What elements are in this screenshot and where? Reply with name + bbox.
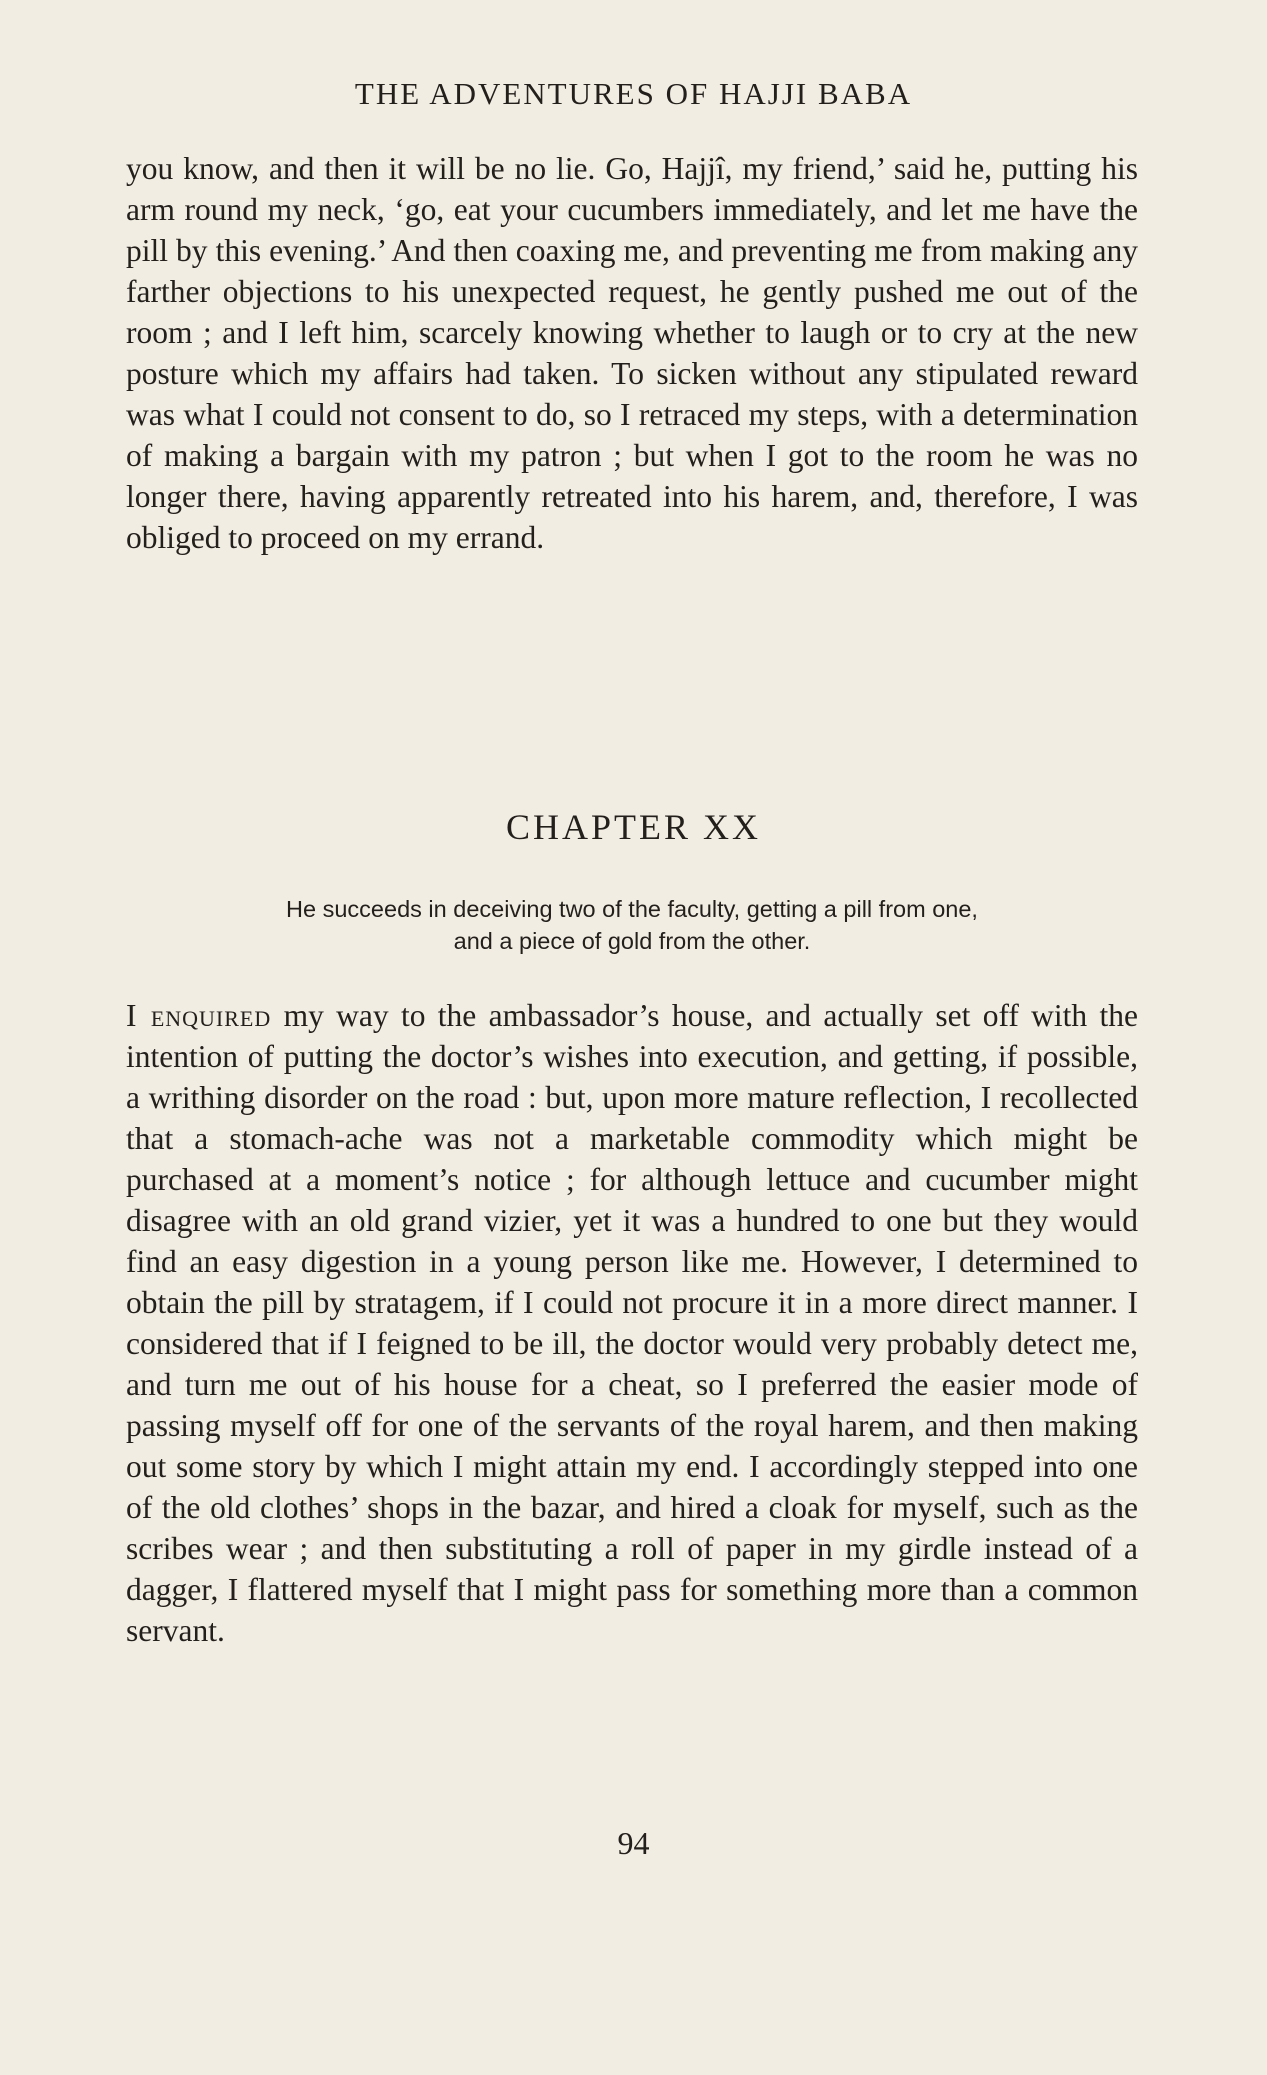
continued-text-block [126,148,1138,558]
running-head: THE ADVENTURES OF HAJJI BABA [354,76,913,111]
page-number: 94 [617,1825,650,1861]
chapter-text-block [126,995,1138,1651]
continued-paragraph: you know, and then it will be no lie. Go, Hajjî, my friend,’ said he, putting his arm round my neck, ‘go, eat your cucumbers immediately, and let me have the pill by this evening.’ And then coaxing me, and preventing me from making any farther objections to his unexpected request, he gently pushed me out of the room ; and I left him, scarcely knowing whether to laugh or to cry at the new posture which my affairs had taken. To sicken without any stipulated reward was what I could not consent to do, so I retraced my steps, with a determination of making a bargain with my patron ; but when I got to the room he was no longer there, having apparently retreated into his harem, and, therefore, I was obliged to proceed on my errand. [126,151,1138,555]
chapter-paragraph-body: my way to the ambassador’s house, and actually set off with the intention of putting the doctor’s wishes into execution, and getting, if possible, a writhing disorder on the road : but, upon more mature reflection, I recollected that a stomach-ache was not a marketable commodity which might be purchased at a moment’s notice ; for although lettuce and cucumber might disagree with an old grand vizier, yet it was a hundred to one but they would find an easy digestion in a young person like me. However, I determined to obtain the pill by stratagem, if I could not procure it in a more direct manner. I considered that if I feigned to be ill, the doctor would very probably detect me, and turn me out of his house for a cheat, so I preferred the easier mode of passing myself off for one of the servants of the royal harem, and then making out some story by which I might attain my end. I accordingly stepped into one of the old clothes’ shops in the bazar, and hired a cloak for myself, such as the scribes wear ; and then substituting a roll of paper in my girdle instead of a dagger, I flattered myself that I might pass for something more than a common servant. [126,998,1138,1648]
chapter-heading: CHAPTER XX [505,807,762,847]
chapter-summary-line: He succeeds in deceiving two of the faculty, getting a pill from one, [286,896,978,922]
chapter-opening-words: I enquired [126,998,272,1033]
chapter-summary-line: and a piece of gold from the other. [453,928,811,954]
chapter-opening-paragraph [126,995,1138,1651]
chapter-summary [126,893,1138,957]
